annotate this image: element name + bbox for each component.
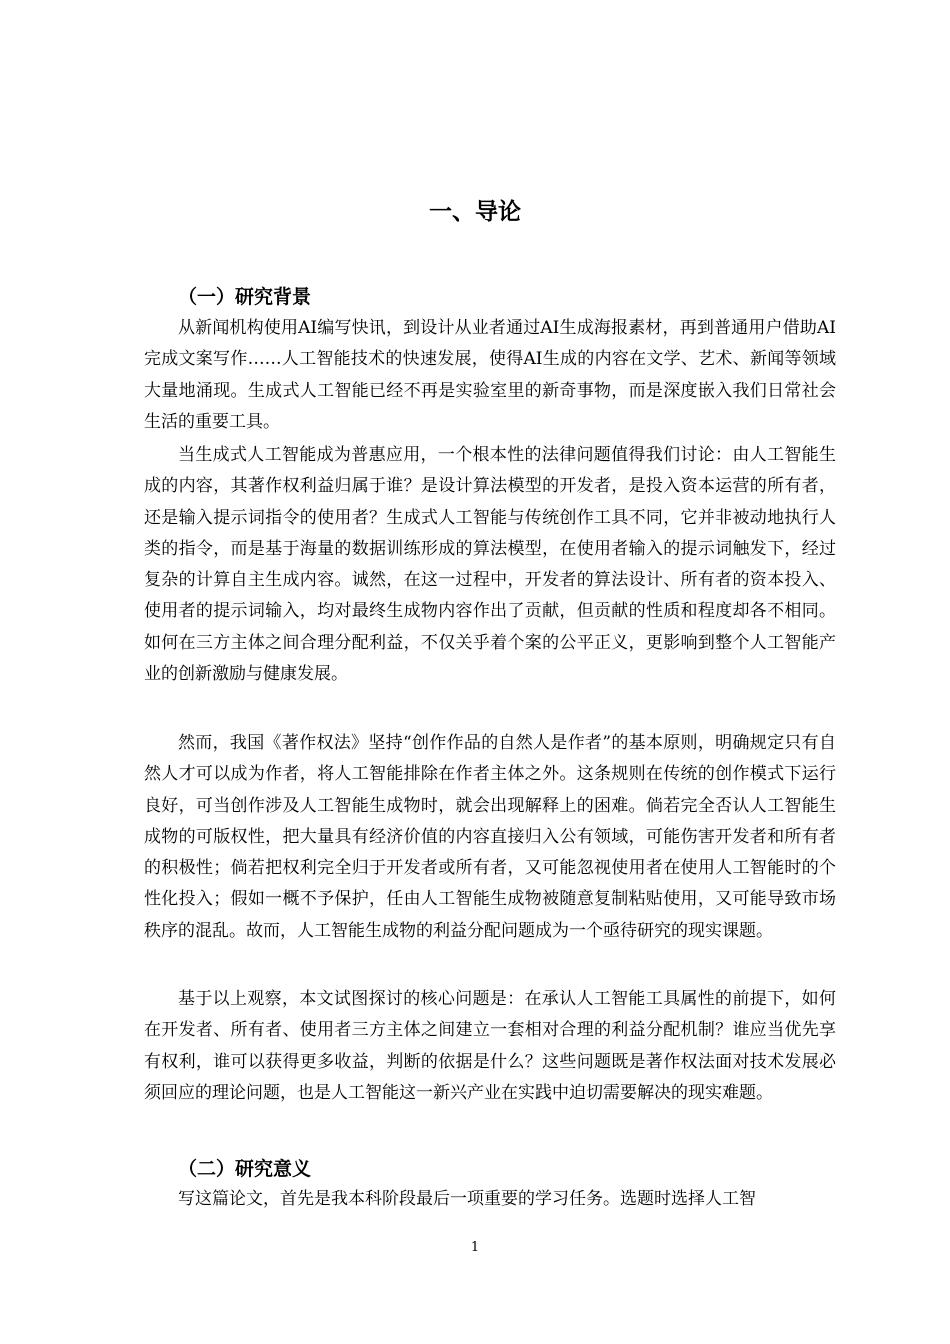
paragraph: 基于以上观察，本文试图探讨的核心问题是：在承认人工智能工具属性的前提下，如何在开发者、所有者、使用者三方主体之间建立一套相对合理的利益分配机制？谁应当优先享有权利，谁可以获得更多收益，判断的依据是什么？这些问题既是著作权法面对技术发展必须回应的理论问题，也是人工智能这一新兴产业在实践中迫切需要解决的现实难题。 xyxy=(144,989,836,1103)
section-heading-research-significance: （二）研究意义 xyxy=(178,1158,312,1180)
paragraph: 然而，我国《著作权法》坚持“创作作品的自然人是作者”的基本原则，明确规定只有自然人才可以成为作者，将人工智能排除在作者主体之外。这条规则在传统的创作模式下运行良好，可当创作涉及人工智能生成物时，就会出现解释上的困难。倘若完全否认人工智能生成物的可版权性，把大量具有经济价值的内容直接归入公有领域，可能伤害开发者和所有者的积极性；倘若把权利完全归于开发者或所有者，又可能忽视使用者在使用人工智能时的个性化投入；假如一概不予保护，任由人工智能生成物被随意复制粘贴使用，又可能导致市场秩序的混乱。故而，人工智能生成物的利益分配问题成为一个亟待研究的现实课题。 xyxy=(144,733,836,941)
chapter-title: 一、导论 xyxy=(429,199,521,225)
paragraph: 当生成式人工智能成为普惠应用，一个根本性的法律问题值得我们讨论：由人工智能生成的内容，其著作权利益归属于谁？是设计算法模型的开发者，是投入资本运营的所有者，还是输入提示词指令的使用者？生成式人工智能与传统创作工具不同，它并非被动地执行人类的指令，而是基于海量的数据训练形成的算法模型，在使用者输入的提示词触发下，经过复杂的计算自主生成内容。诚然，在这一过程中，开发者的算法设计、所有者的资本投入、使用者的提示词输入，均对最终生成物内容作出了贡献，但贡献的性质和程度却各不相同。如何在三方主体之间合理分配利益，不仅关乎着个案的公平正义，更影响到整个人工智能产业的创新激励与健康发展。 xyxy=(144,445,836,685)
paragraph: 从新闻机构使用AI编写快讯，到设计从业者通过AI生成海报素材，再到普通用户借助AI完成文案写作……人工智能技术的快速发展，使得AI生成的内容在文学、艺术、新闻等领域大量地涌现。生成式人工智能已经不再是实验室里的新奇事物，而是深度嵌入我们日常社会生活的重要工具。 xyxy=(144,318,836,432)
paragraph: 写这篇论文，首先是我本科阶段最后一项重要的学习任务。选题时选择人工智 xyxy=(178,1189,756,1209)
page-number: 1 xyxy=(470,1240,480,1255)
section-heading-research-background: （一）研究背景 xyxy=(178,286,312,308)
